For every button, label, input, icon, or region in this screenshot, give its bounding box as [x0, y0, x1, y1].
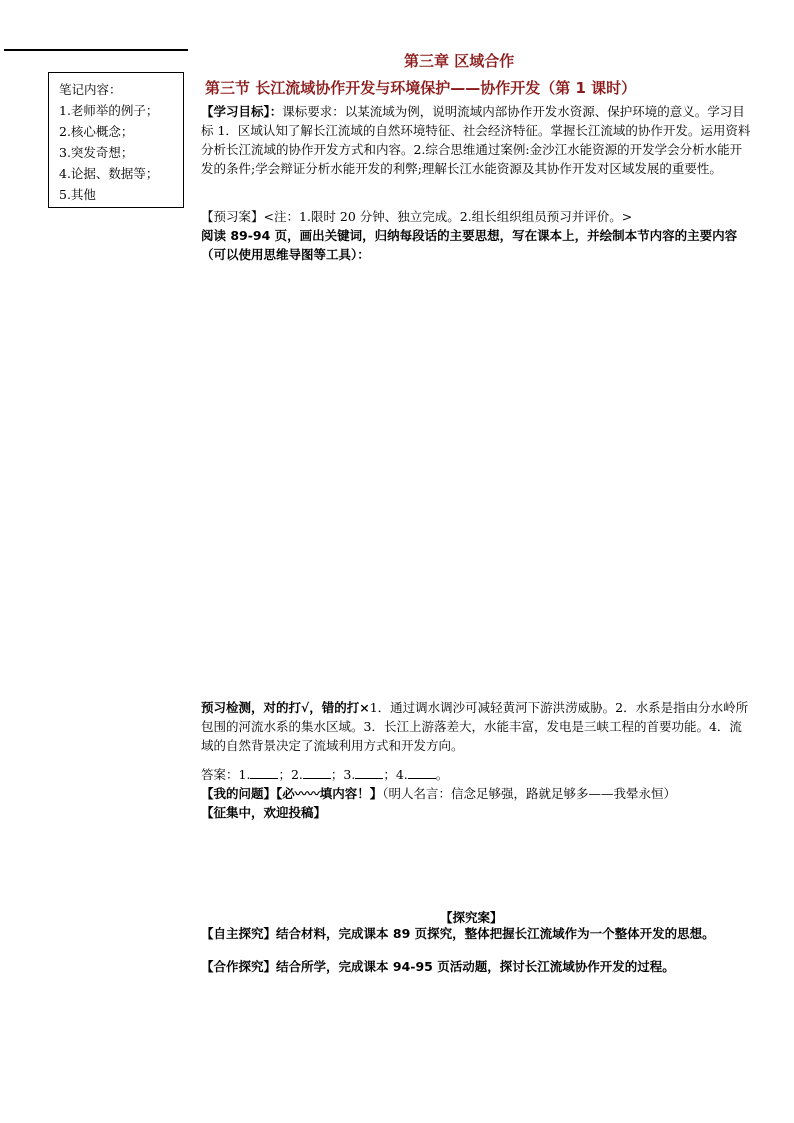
explore-title: 【探究案】	[440, 910, 503, 925]
answers-label: 答案：	[201, 767, 239, 782]
self-explore-label: 【自主探究】	[201, 926, 277, 941]
coop-explore-text: 结合所学，完成课本 94-95 页活动题，探讨长江流域协作开发的过程。	[276, 959, 675, 974]
answer-num: ；3.	[330, 767, 356, 782]
learning-goals	[201, 102, 753, 178]
my-questions	[201, 784, 753, 803]
my-questions-label: 【我的问题】【必〰〰填内容！】	[201, 786, 383, 801]
famous-quote: （明人名言：信念足够强，路就足够多——我晕永恒）	[382, 786, 677, 801]
goals-text: 课标要求：以某流域为例，说明流域内部协作开发水资源、保护环境的意义。学习目标 1．区域认知了解长江流域的自然环境特征、社会经济特征。掌握长江流域的协作开发。运用资料分析长江流域的协作开发方式和内容。2.综合思维通过案例:金沙江水能资源的开发学会分析水能开发的条件;学会辩证分析水能开发的利弊;理解长江水能资源及其协作开发对区域发展的重要性。	[201, 104, 751, 176]
collect-note: 【征集中，欢迎投稿】	[201, 805, 327, 820]
section-title: 第三节 长江流域协作开发与环境保护——协作开发（第 1 课时）	[205, 79, 637, 97]
answer-blank-2[interactable]	[303, 766, 331, 779]
preview-reading: 阅读 89-94 页，画出关键词，归纳每段话的主要思想，写在课本上，并绘制本节内容的主要内容（可以使用思维导图等工具）：	[201, 228, 738, 262]
answer-blank-1[interactable]	[250, 766, 278, 779]
notes-box	[48, 72, 184, 208]
notes-title: 笔记内容：	[59, 82, 122, 97]
self-explore	[201, 926, 753, 941]
notes-item: 4.论据、数据等；	[59, 166, 159, 181]
notes-item: 3.突发奇想；	[59, 145, 134, 160]
preview-section	[201, 207, 753, 226]
answer-blank-4[interactable]	[408, 766, 436, 779]
coop-explore	[201, 959, 753, 974]
notes-item: 2.核心概念；	[59, 124, 134, 139]
answers-line	[201, 765, 753, 784]
goals-label: 【学习目标】：	[201, 104, 283, 119]
answer-blank-3[interactable]	[355, 766, 383, 779]
self-explore-text: 结合材料，完成课本 89 页探究，整体把握长江流域作为一个整体开发的思想。	[276, 926, 715, 941]
notes-item: 1.老师举的例子；	[59, 103, 159, 118]
answer-num: 1.	[238, 767, 251, 782]
preview-check	[201, 698, 753, 755]
check-text: 1．通过调水调沙可减轻黄河下游洪涝威胁。2．水系是指由分水岭所包围的河流水系的集水区域。3．长江上游落差大，水能丰富，发电是三峡工程的首要功能。4．流域的自然背景决定了流域利用方式和开发方向。	[201, 700, 749, 753]
answer-num: ；2.	[278, 767, 303, 782]
preview-label: 【预习案】	[201, 209, 264, 224]
answer-num: ；4.	[383, 767, 408, 782]
coop-explore-label: 【合作探究】	[201, 959, 277, 974]
chapter-title: 第三章 区域合作	[404, 52, 515, 70]
check-label: 预习检测，对的打√，错的打×	[201, 700, 370, 715]
notes-item: 5.其他	[59, 187, 96, 202]
answer-end: 。	[435, 767, 449, 782]
preview-note: <注：1.限时 20 分钟、独立完成。2.组长组织组员预习并评价。>	[263, 209, 633, 224]
header-rule	[4, 49, 188, 51]
